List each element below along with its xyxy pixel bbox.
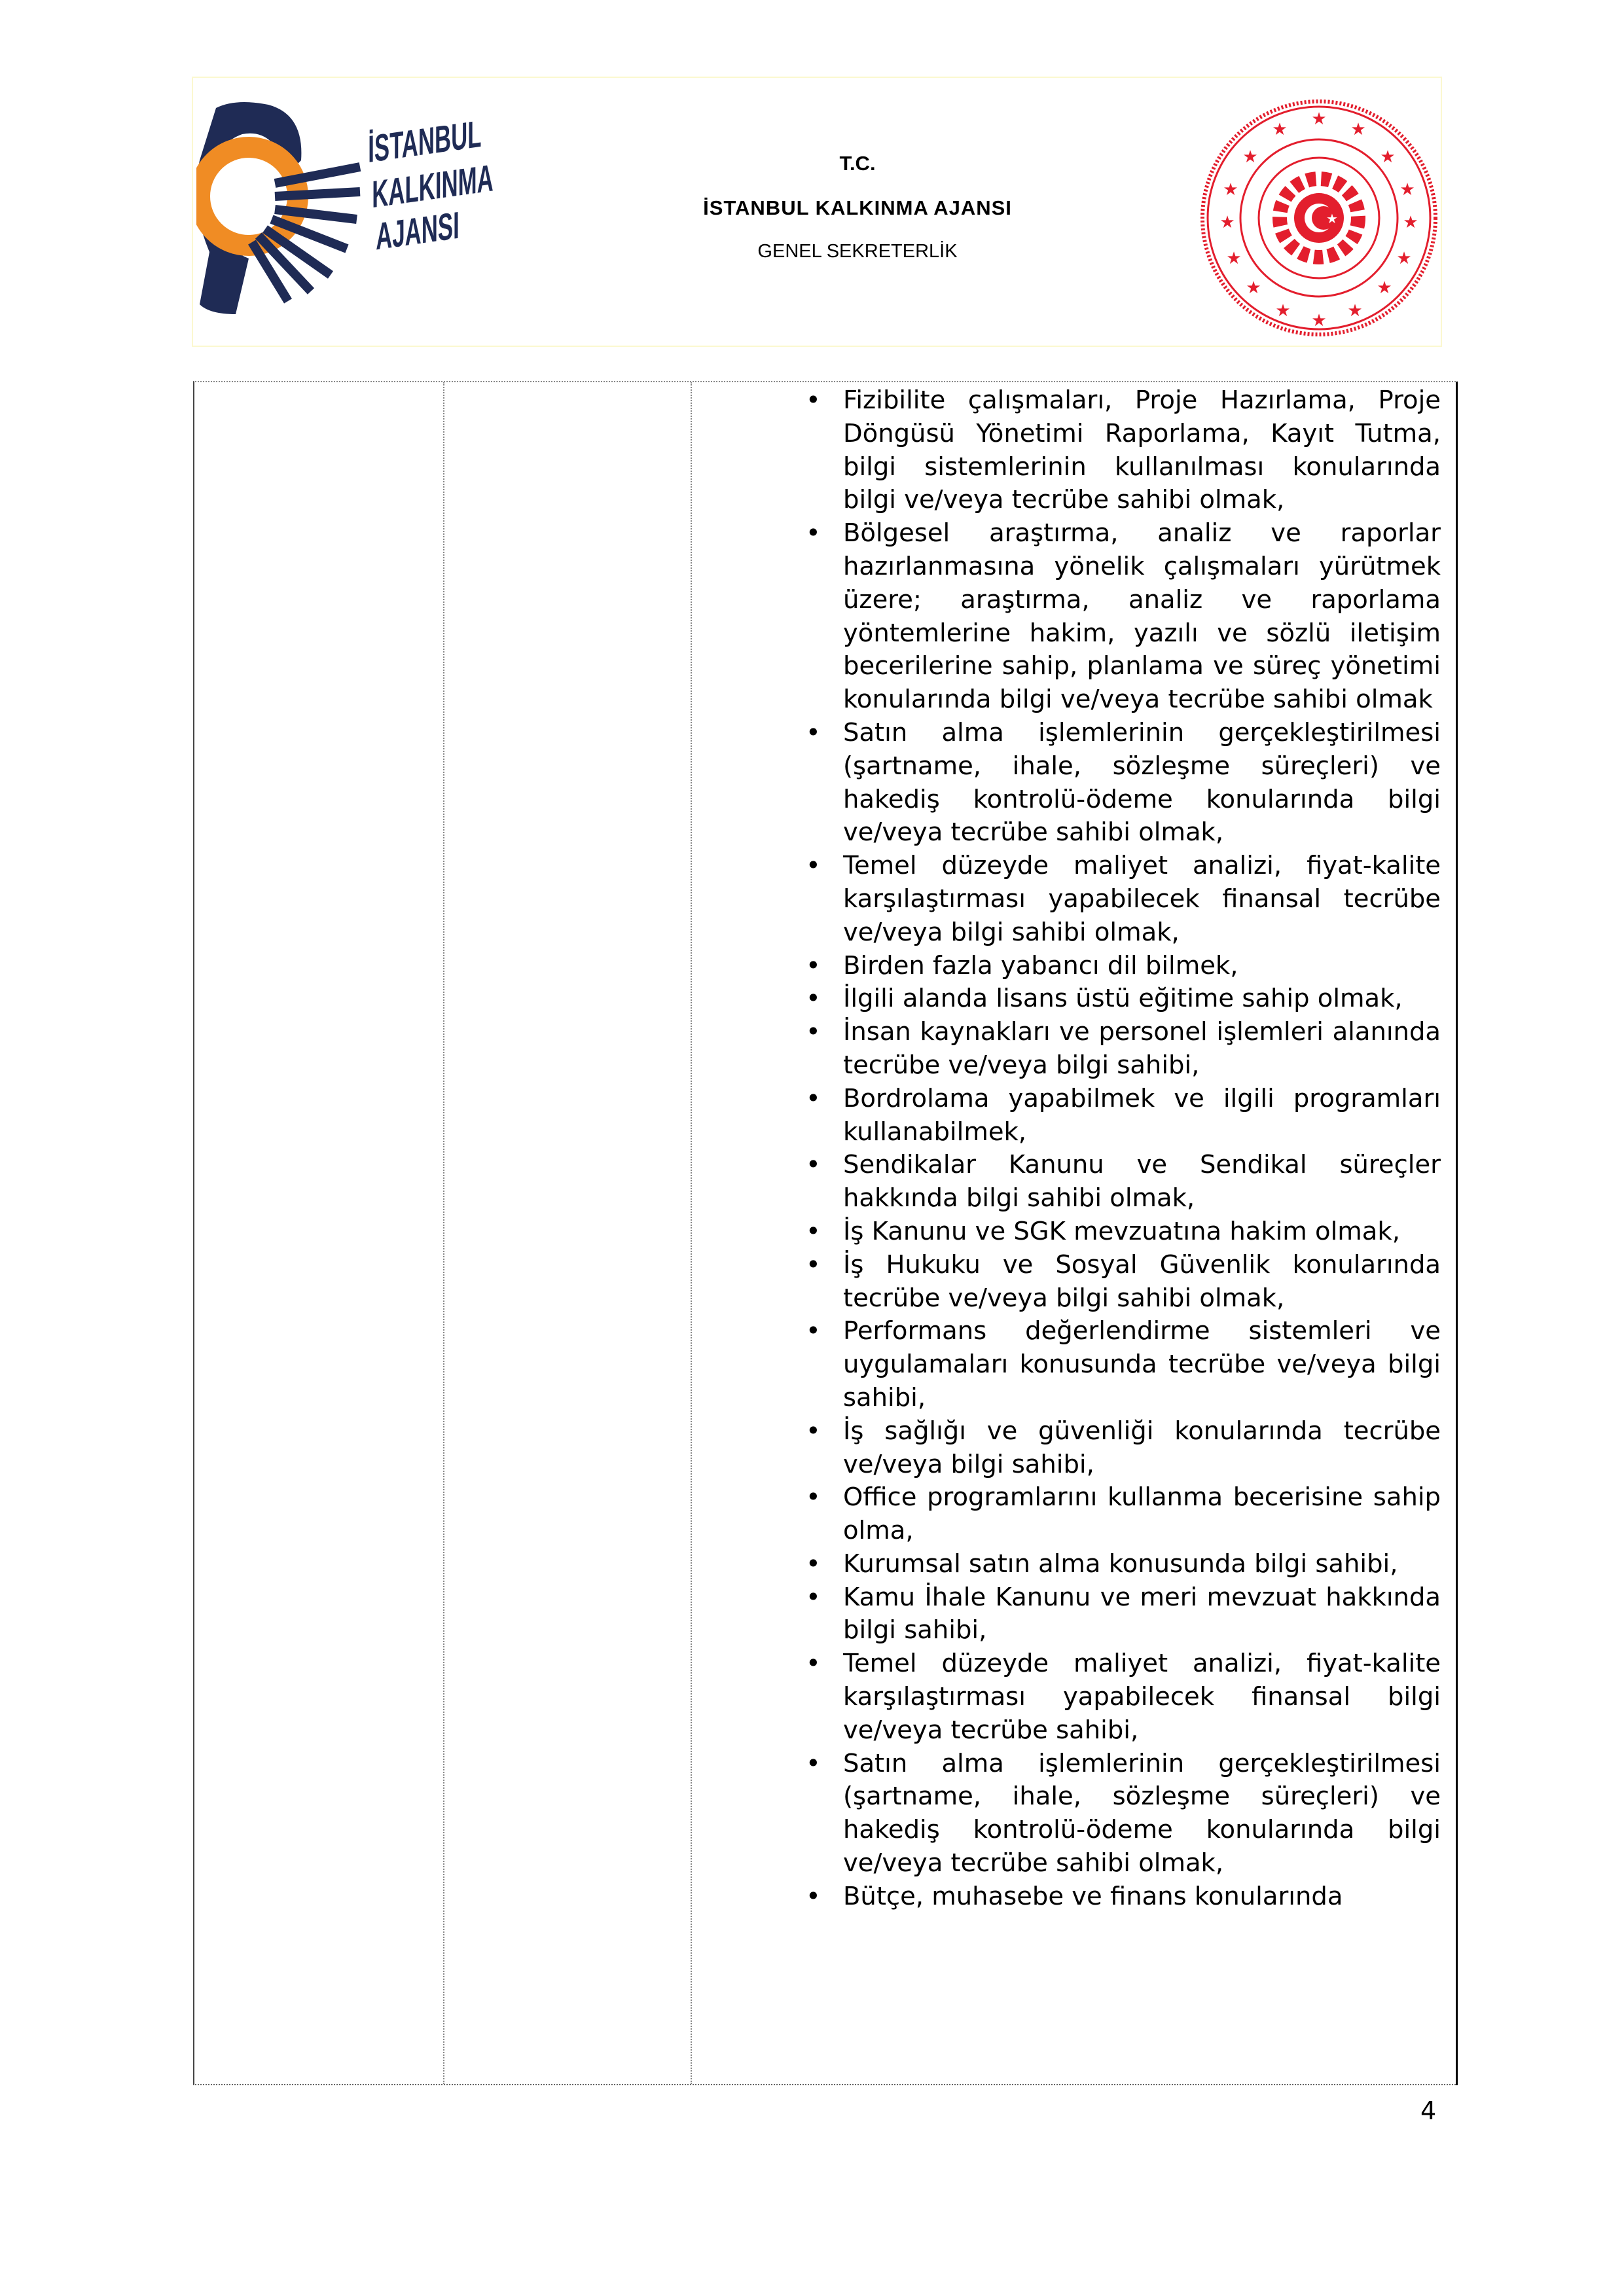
list-item-text: Fizibilite çalışmaları, Proje Hazırlama, Proje Döngüsü Yönetimi Raporlama, Kayıt Tutma, bilgi sistemlerinin kullanılması konularında bilgi ve/veya tecrübe sahibi olmak, (843, 386, 1441, 515)
list-item (770, 1581, 1441, 1648)
bullet-icon: • (806, 984, 821, 1014)
svg-text:★: ★ (1396, 249, 1412, 268)
requirements-list (770, 384, 1441, 1914)
bullet-icon: • (806, 1482, 821, 1513)
bullet-icon: • (806, 1881, 821, 1911)
svg-text:★: ★ (1377, 278, 1392, 298)
header-agency-name: İSTANBUL KALKINMA AJANSI (703, 196, 1012, 219)
svg-text:★: ★ (1242, 147, 1258, 167)
page-number: 4 (1420, 2096, 1437, 2125)
list-item (770, 1315, 1441, 1414)
list-item-text: İş sağlığı ve güvenliği konularında tecrübe ve/veya bilgi sahibi, (843, 1416, 1441, 1479)
svg-text:★: ★ (1326, 211, 1338, 226)
list-item-text: Kurumsal satın alma konusunda bilgi sahibi, (843, 1549, 1398, 1579)
list-item-text: İnsan kaynakları ve personel işlemleri alanında tecrübe ve/veya bilgi sahibi, (843, 1017, 1441, 1080)
svg-text:★: ★ (1347, 301, 1363, 321)
list-item (770, 1647, 1441, 1747)
list-item-text: Temel düzeyde maliyet analizi, fiyat-kalite karşılaştırması yapabilecek finansal bilgi ve/veya tecrübe sahibi, (843, 1649, 1441, 1745)
ministry-seal (1198, 97, 1440, 339)
list-item-text: Bölgesel araştırma, analiz ve raporlar hazırlanmasına yönelik çalışmaları yürütmek üzere; araştırma, analiz ve raporlama yöntemlerine hakim, yazılı ve sözlü iletişim becerilerine sahip, planlama ve süreç yönetimi konularında bilgi ve/veya tecrübe sahibi olmak (843, 518, 1441, 715)
list-item (770, 1748, 1441, 1880)
bullet-icon: • (806, 518, 821, 548)
svg-text:★: ★ (1246, 278, 1261, 298)
list-item (770, 1016, 1441, 1083)
list-item (770, 950, 1441, 983)
list-item-text: Kamu İhale Kanunu ve meri mevzuat hakkında bilgi sahibi, (843, 1582, 1441, 1645)
list-item-text: Bordrolama yapabilmek ve ilgili programları kullanabilmek, (843, 1083, 1441, 1147)
list-item-text: Sendikalar Kanunu ve Sendikal süreçler hakkında bilgi sahibi olmak, (843, 1150, 1441, 1213)
bullet-icon: • (806, 1582, 821, 1612)
list-item (770, 1481, 1441, 1548)
list-item (770, 1880, 1441, 1914)
svg-text:★: ★ (1219, 213, 1235, 232)
svg-text:★: ★ (1350, 120, 1366, 139)
svg-text:★: ★ (1272, 120, 1288, 139)
bullet-icon: • (806, 1649, 821, 1679)
logo-word: AJANSI (376, 204, 460, 259)
svg-text:★: ★ (1403, 213, 1418, 232)
list-item (770, 1149, 1441, 1215)
list-item (770, 384, 1441, 517)
bullet-icon: • (806, 1748, 821, 1778)
bullet-icon: • (806, 1249, 821, 1280)
bullet-icon: • (806, 1083, 821, 1113)
list-item-text: Temel düzeyde maliyet analizi, fiyat-kalite karşılaştırması yapabilecek finansal tecrübe ve/veya bilgi sahibi olmak, (843, 851, 1441, 947)
svg-text:★: ★ (1311, 109, 1327, 129)
svg-text:★: ★ (1223, 180, 1238, 200)
list-item-text: Office programlarını kullanma becerisine sahip olma, (843, 1482, 1441, 1546)
list-item-text: Satın alma işlemlerinin gerçekleştirilmesi (şartname, ihale, sözleşme süreçleri) ve hakediş kontrolü-ödeme konularında bilgi ve/veya tecrübe sahibi olmak, (843, 717, 1441, 848)
header-department: GENEL SEKRETERLİK (757, 241, 958, 262)
list-item-text: Bütçe, muhasebe ve finans konularında (843, 1881, 1343, 1911)
svg-text:★: ★ (1275, 301, 1291, 321)
svg-text:★: ★ (1399, 180, 1415, 200)
list-item (770, 1415, 1441, 1482)
bullet-icon: • (806, 1017, 821, 1047)
bullet-icon: • (806, 950, 821, 980)
logo-word: KALKINMA (372, 157, 494, 217)
list-item (770, 1215, 1441, 1249)
list-item-text: İş Hukuku ve Sosyal Güvenlik konularında tecrübe ve/veya bilgi sahibi olmak, (843, 1249, 1441, 1313)
list-item (770, 1548, 1441, 1581)
bullet-icon: • (806, 1150, 821, 1180)
bullet-icon: • (806, 1216, 821, 1246)
svg-text:★: ★ (1226, 249, 1242, 268)
bullet-icon: • (806, 851, 821, 881)
list-item-text: İlgili alanda lisans üstü eğitime sahip olmak, (843, 984, 1403, 1014)
bullet-icon: • (806, 717, 821, 747)
table-column-2 (443, 382, 692, 2084)
list-item (770, 850, 1441, 949)
table-column-1 (194, 382, 444, 2084)
list-item (770, 1249, 1441, 1316)
list-item-text: Birden fazla yabancı dil bilmek, (843, 950, 1238, 980)
bullet-icon: • (806, 1549, 821, 1579)
bullet-icon: • (806, 1416, 821, 1446)
svg-text:★: ★ (1380, 147, 1396, 167)
list-item-text: İş Kanunu ve SGK mevzuatına hakim olmak, (843, 1216, 1400, 1246)
istanbul-kalkinma-ajansi-logo (196, 95, 511, 321)
bullet-icon: • (806, 1316, 821, 1346)
svg-text:★: ★ (1311, 311, 1327, 331)
list-item (770, 717, 1441, 850)
list-item (770, 517, 1441, 717)
list-item-text: Satın alma işlemlerinin gerçekleştirilmesi (şartname, ihale, sözleşme süreçleri) ve hakediş kontrolü-ödeme konularında bilgi ve/veya tecrübe sahibi olmak, (843, 1748, 1441, 1878)
logo-word: İSTANBUL (368, 113, 482, 171)
list-item-text: Performans değerlendirme sistemleri ve uygulamaları konusunda tecrübe ve/veya bilgi sahibi, (843, 1316, 1441, 1412)
bullet-icon: • (806, 386, 821, 415)
list-item (770, 1083, 1441, 1149)
list-item (770, 982, 1441, 1016)
header-tc: T.C. (839, 152, 876, 175)
logo-lettering (368, 113, 494, 259)
requirements-cell (770, 381, 1457, 2085)
